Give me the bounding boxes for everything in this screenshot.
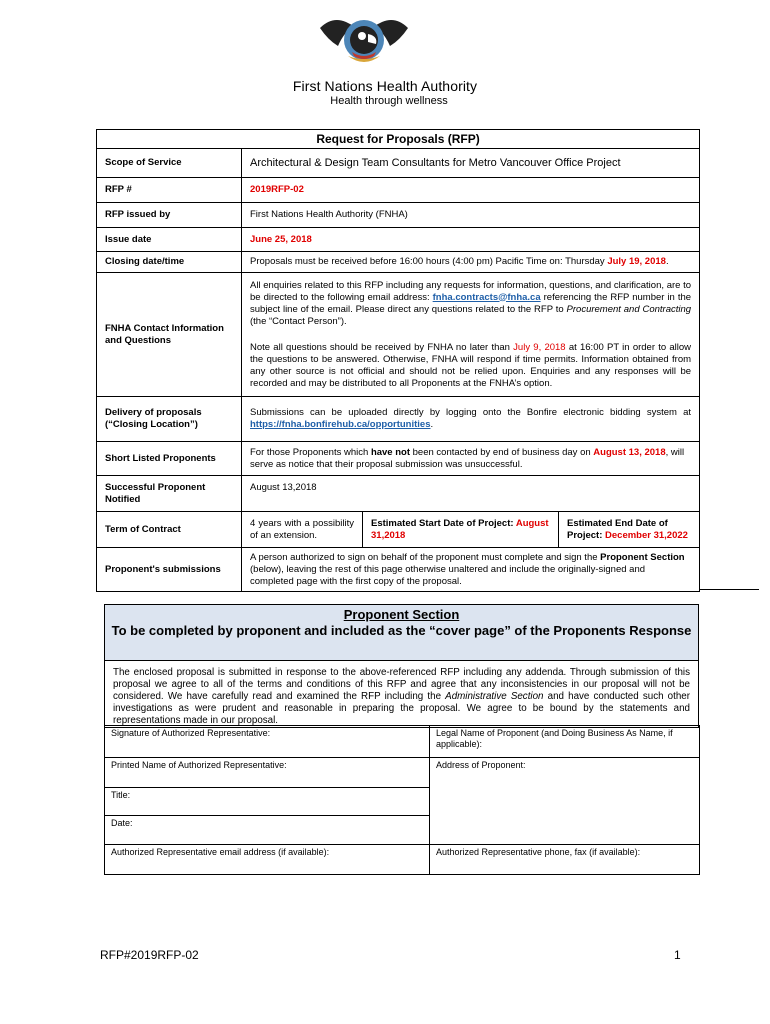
contact-value: All enquiries related to this RFP including any requests for information, questions, and clarification, are to be directed to the following email address: fnha.contracts@fnha.ca referencing the RFP number in the subject line of the email. Please direct any questions related to the RFP to Procurement and Contracting (the “Contact Person”). Note all questions should be received by FNHA no later than July 9, 2018 at 16:00 PT in order to allow the questions to be answered. Otherwise, FNHA will respond if time permits. Information obtained from any other source is not official and should not be relied upon. Enquiries and any responses will be recorded and may be distributed to all Proponents at the FNHA’s option. [242, 273, 700, 397]
term-label: Term of Contract [97, 512, 242, 548]
shortlist-date: August 13, 2018 [593, 446, 666, 458]
scope-value: Architectural & Design Team Consultants for Metro Vancouver Office Project [242, 149, 700, 178]
issue-date-value: June 25, 2018 [242, 228, 700, 252]
eagle-logo-icon [318, 12, 410, 70]
submissions-label: Proponent's submissions [97, 548, 242, 592]
scope-label: Scope of Service [97, 149, 242, 178]
shortlist-value: For those Proponents which have not been contacted by end of business day on August 13, 2018, will serve as notice that their proposal submission was unsuccessful. [242, 442, 700, 476]
delivery-label: Delivery of proposals (“Closing Location”) [97, 397, 242, 442]
delivery-value: Submissions can be uploaded directly by logging onto the Bonfire electronic bidding system at https://fnha.bonfirehub.ca/opportunities. [242, 397, 700, 442]
address-field[interactable]: Address of Proponent: [430, 758, 700, 845]
notified-value: August 13,2018 [242, 476, 700, 512]
closing-label: Closing date/time [97, 252, 242, 273]
start-date: August 31,2018 [371, 517, 549, 541]
proponent-heading: Proponent Section [343, 607, 460, 622]
contact-label: FNHA Contact Information and Questions [97, 273, 242, 397]
signature-field[interactable]: Signature of Authorized Representative: [105, 726, 430, 758]
rfp-table-title: Request for Proposals (RFP) [97, 130, 700, 149]
start-date-cell: Estimated Start Date of Project: August 31,2018 [363, 512, 559, 548]
title-field[interactable]: Title: [105, 788, 430, 816]
contact-email-link[interactable]: fnha.contracts@fnha.ca [432, 291, 541, 303]
end-date-cell: Estimated End Date of Project: December 31,2022 [559, 512, 700, 548]
printed-name-field[interactable]: Printed Name of Authorized Representative: [105, 758, 430, 788]
term-value: 4 years with a possibility of an extension. [242, 512, 363, 548]
phone-field[interactable]: Authorized Representative phone, fax (if available): [430, 845, 700, 875]
issued-by-label: RFP issued by [97, 203, 242, 228]
org-tagline: Health through wellness [330, 95, 448, 107]
questions-deadline: July 9, 2018 [513, 341, 566, 353]
rfp-number-label: RFP # [97, 178, 242, 203]
shortlist-label: Short Listed Proponents [97, 442, 242, 476]
date-field[interactable]: Date: [105, 816, 430, 845]
divider-line [699, 589, 759, 590]
notified-label: Successful Proponent Notified [97, 476, 242, 512]
legal-name-field[interactable]: Legal Name of Proponent (and Doing Business As Name, if applicable): [430, 726, 700, 758]
footer-doc-id: RFP#2019RFP-02 [100, 948, 199, 962]
proponent-header [105, 605, 698, 661]
signature-table [104, 725, 700, 875]
issued-by-value: First Nations Health Authority (FNHA) [242, 203, 700, 228]
submissions-value: A person authorized to sign on behalf of the proponent must complete and sign the Proponent Section (below), leaving the rest of this page otherwise unaltered and include the originally-signed and completed page with the first copy of the proposal. [242, 548, 700, 592]
end-date: December 31,2022 [605, 529, 688, 541]
issue-date-label: Issue date [97, 228, 242, 252]
proponent-section [104, 604, 699, 728]
rfp-summary-table [96, 129, 700, 592]
proponent-statement: The enclosed proposal is submitted in response to the above-referenced RFP including any addenda. Through submission of this proposal we agree to all of the terms and conditions of this RFP and agree that any inconsistencies in our proposal will not be considered. We have carefully read and examined the RFP including the Administrative Section and have conducted such other investigations as were prudent and reasonable in preparing the proposal. We agree to be bound by the statements and representations made in our proposal. [113, 667, 691, 726]
bonfire-link[interactable]: https://fnha.bonfirehub.ca/opportunities [250, 419, 431, 430]
page-number: 1 [674, 948, 681, 962]
email-field[interactable]: Authorized Representative email address (if available): [105, 845, 430, 875]
proponent-subheading: To be completed by proponent and included as the “cover page” of the Proponents Response [111, 623, 692, 638]
rfp-number-value: 2019RFP-02 [242, 178, 700, 203]
org-name: First Nations Health Authority [292, 78, 478, 94]
closing-value: Proposals must be received before 16:00 hours (4:00 pm) Pacific Time on: Thursday July 19, 2018. [242, 252, 700, 273]
closing-date: July 19, 2018 [607, 256, 666, 267]
